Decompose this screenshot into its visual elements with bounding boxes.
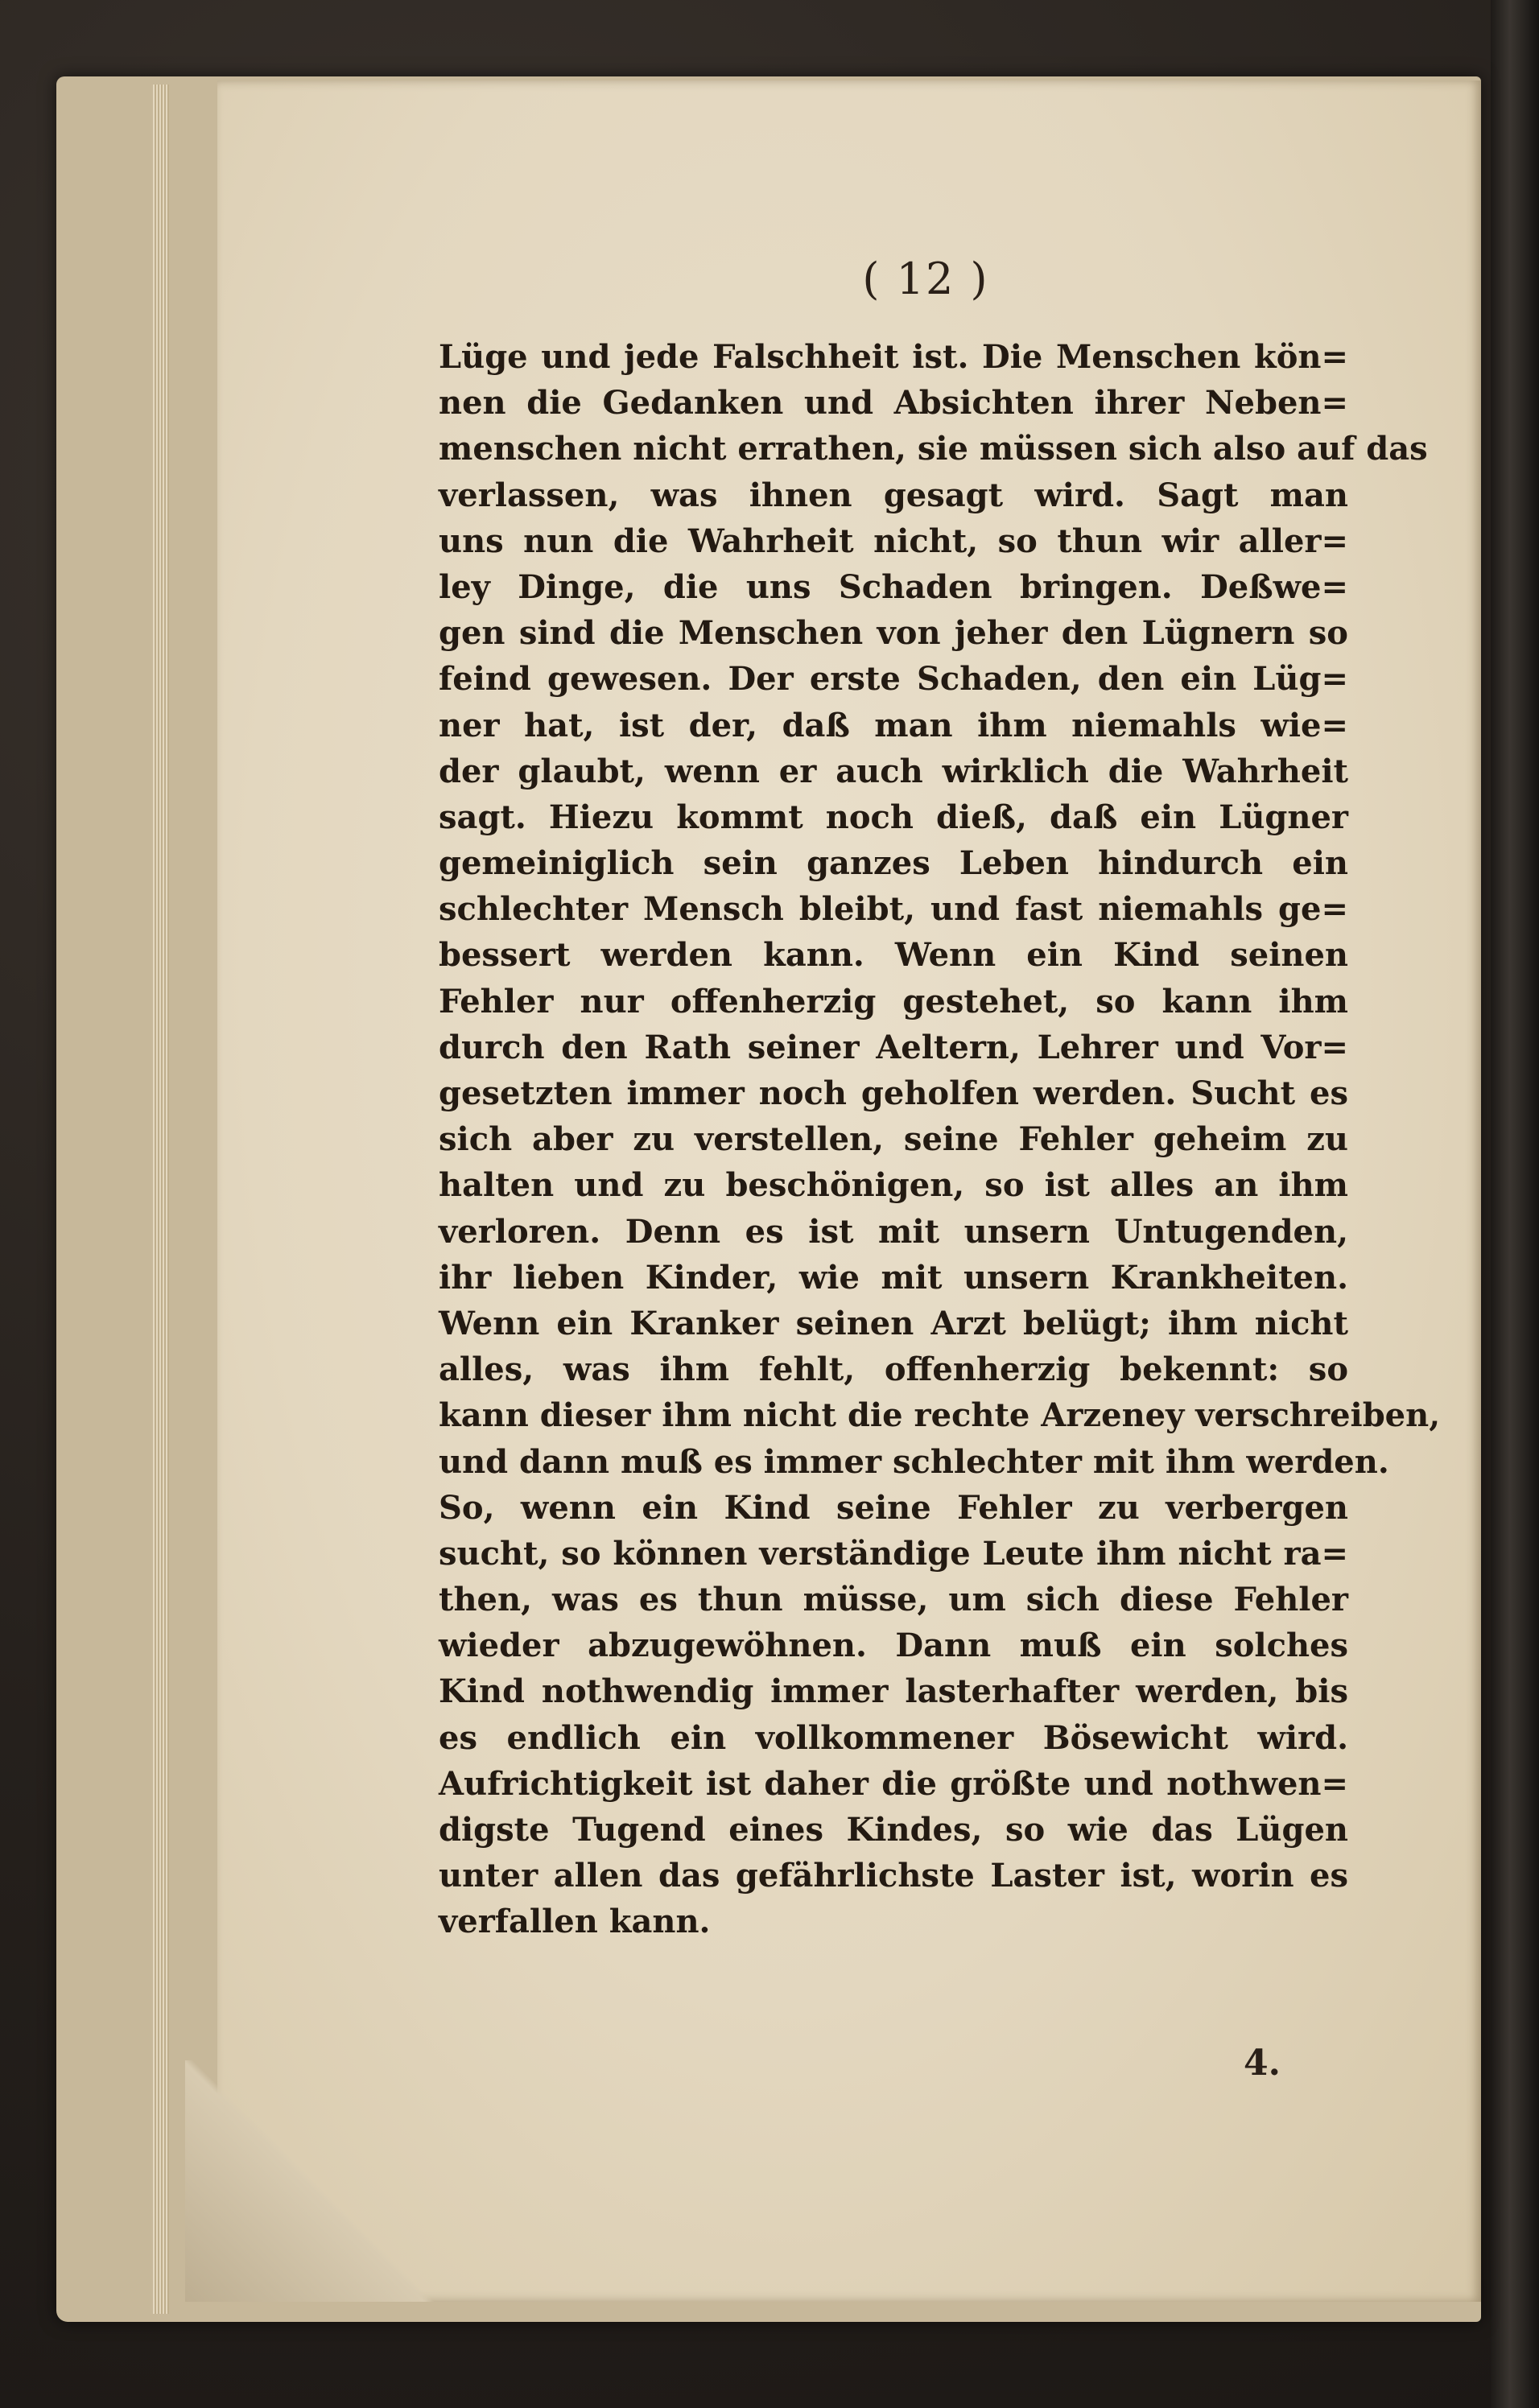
- text-line: Aufrichtigkeit ist daher die größte und nothwen=: [439, 1764, 1348, 1803]
- text-line: alles, was ihm fehlt, offenherzig bekennt: so: [439, 1350, 1348, 1389]
- text-line: then, was es thun müsse, um sich diese Fehler: [439, 1581, 1348, 1619]
- text-line: uns nun die Wahrheit nicht, so thun wir aller=: [439, 522, 1348, 560]
- text-line: verfallen kann.: [439, 1903, 711, 1941]
- text-line: feind gewesen. Der erste Schaden, den ein Lüg=: [439, 660, 1348, 699]
- text-line: verloren. Denn es ist mit unsern Untugenden,: [439, 1212, 1348, 1251]
- text-line: Lüge und jede Falschheit ist. Die Menschen kön=: [439, 338, 1348, 376]
- book-spine-edge: [1491, 0, 1539, 2408]
- text-line: nen die Gedanken und Absichten ihrer Neben=: [439, 384, 1348, 423]
- text-line: gemeiniglich sein ganzes Leben hindurch ein: [439, 844, 1348, 883]
- text-line: bessert werden kann. Wenn ein Kind seinen: [439, 936, 1348, 975]
- text-line: kann dieser ihm nicht die rechte Arzeney verschreiben,: [439, 1396, 1441, 1435]
- text-line: gesetzten immer noch geholfen werden. Sucht es: [439, 1074, 1348, 1112]
- text-line: So, wenn ein Kind seine Fehler zu verbergen: [439, 1488, 1348, 1527]
- text-line: es endlich ein vollkommener Bösewicht wird.: [439, 1718, 1348, 1757]
- catchword: 4.: [1244, 2043, 1281, 2084]
- text-line: wieder abzugewöhnen. Dann muß ein solches: [439, 1627, 1348, 1665]
- text-line: digste Tugend eines Kindes, so wie das Lügen: [439, 1811, 1348, 1849]
- text-line: ley Dinge, die uns Schaden bringen. Deßwe=: [439, 567, 1348, 606]
- text-line: ihr lieben Kinder, wie mit unsern Krankheiten.: [439, 1258, 1348, 1297]
- text-line: durch den Rath seiner Aeltern, Lehrer und Vor=: [439, 1028, 1348, 1066]
- text-line: schlechter Mensch bleibt, und fast niemahls ge=: [439, 890, 1348, 929]
- body-text: [439, 334, 1441, 1945]
- text-line: sucht, so können verständige Leute ihm nicht ra=: [439, 1534, 1348, 1573]
- text-line: Fehler nur offenherzig gestehet, so kann ihm: [439, 982, 1348, 1021]
- text-line: gen sind die Menschen von jeher den Lügnern so: [439, 614, 1348, 653]
- text-line: sagt. Hiezu kommt noch dieß, daß ein Lügner: [439, 798, 1348, 836]
- text-line: menschen nicht errathen, sie müssen sich also auf das: [439, 430, 1428, 468]
- text-line: Wenn ein Kranker seinen Arzt belügt; ihm nicht: [439, 1304, 1348, 1342]
- text-line: sich aber zu verstellen, seine Fehler geheim zu: [439, 1120, 1348, 1159]
- text-line: und dann muß es immer schlechter mit ihm werden.: [439, 1442, 1389, 1481]
- text-line: unter allen das gefährlichste Laster ist, worin es: [439, 1857, 1348, 1895]
- page-number: ( 12 ): [862, 254, 989, 304]
- text-line: halten und zu beschönigen, so ist alles an ihm: [439, 1166, 1348, 1205]
- text-line: Kind nothwendig immer lasterhafter werden, bis: [439, 1672, 1348, 1711]
- folded-corner: [185, 2060, 443, 2302]
- text-line: ner hat, ist der, daß man ihm niemahls wie=: [439, 706, 1348, 744]
- text-line: der glaubt, wenn er auch wirklich die Wahrheit: [439, 752, 1348, 790]
- text-line: verlassen, was ihnen gesagt wird. Sagt man: [439, 476, 1348, 514]
